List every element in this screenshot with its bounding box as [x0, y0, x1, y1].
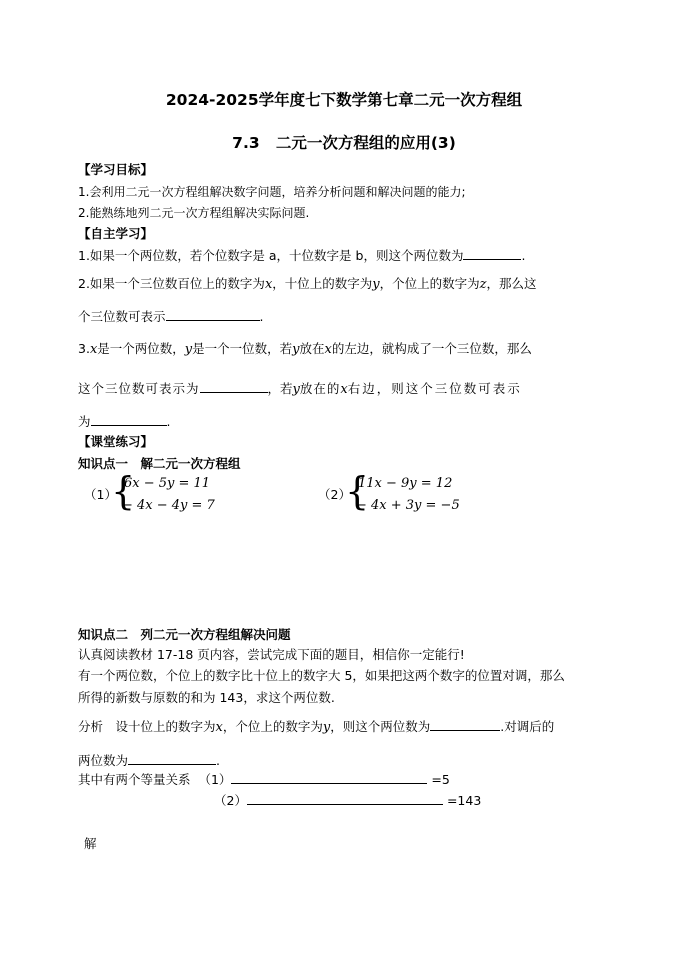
relation-2-label: （2） — [214, 793, 247, 808]
q3-line3-text: 为 — [78, 414, 91, 429]
relations-intro: 其中有两个等量关系 — [78, 772, 191, 787]
knowledge-point-1: 知识点一 解二元一次方程组 — [78, 456, 241, 471]
q3-var-y2: y — [292, 342, 300, 357]
analysis-text-c: ，则这个两位数为 — [330, 719, 431, 734]
analysis-answer-blank-1[interactable] — [430, 717, 500, 731]
self-study-q2-line2 — [78, 307, 264, 325]
analysis-line-1 — [78, 717, 554, 735]
system-1-eq-2: − 4x − 4y = 7 — [122, 498, 215, 513]
analysis-var-x: x — [215, 720, 223, 735]
analysis-line2-end: . — [216, 753, 220, 768]
relations-line-1 — [78, 770, 450, 788]
goals-heading: 【学习目标】 — [78, 162, 154, 177]
q2-var-y: y — [372, 277, 380, 292]
self-study-q2-line1 — [78, 274, 537, 292]
q2-text-a: 2.如果一个三位数百位上的数字为 — [78, 276, 265, 291]
q2-text-b: ，十位上的数字为 — [272, 276, 373, 291]
solution-label: 解 — [84, 836, 97, 851]
analysis-line-2 — [78, 751, 220, 769]
page-title: 2024-2025学年度七下数学第七章二元一次方程组 — [165, 91, 523, 109]
system-2-brace: { — [345, 469, 370, 513]
goal-item-2: 2.能熟练地列二元一次方程组解决实际问题. — [78, 206, 310, 220]
system-1-brace: { — [111, 469, 136, 513]
analysis-text-a: 分析 设十位上的数字为 — [78, 719, 216, 734]
analysis-answer-blank-2[interactable] — [128, 751, 216, 765]
q2-var-x: x — [264, 277, 273, 292]
q3-line2-text-d: 右边，则这个三位数可表示 — [347, 381, 522, 396]
page-subtitle — [0, 131, 688, 153]
q1-answer-blank[interactable] — [463, 246, 521, 260]
q3-line2-text-a: 这个三位数可表示为 — [78, 381, 200, 396]
relation-1-tail: =5 — [431, 772, 450, 787]
q3-line2-var-y: y — [292, 382, 300, 397]
q2-var-z: z — [479, 277, 487, 292]
q3-line2-var-x: x — [340, 382, 348, 397]
q3-line3-end: . — [166, 414, 171, 429]
problem-line-2: 所得的新数与原数的和为 143，求这个两位数. — [78, 690, 335, 705]
relations-line-2 — [214, 791, 481, 809]
q3-text-d: 放在 — [299, 341, 325, 356]
relation-2-tail: =143 — [446, 793, 482, 808]
q3-line2-text-c: 放在的 — [299, 381, 341, 396]
self-study-heading: 【自主学习】 — [78, 226, 154, 241]
q3-text-c: 是一个一位数，若 — [192, 341, 293, 356]
knowledge-point-2: 知识点二 列二元一次方程组解决问题 — [78, 627, 291, 642]
relation-1-blank[interactable] — [231, 770, 427, 784]
problem-line-1: 有一个两位数，个位上的数字比十位上的数字大 5，如果把这两个数字的位置对调，那么 — [78, 668, 565, 683]
self-study-q3-line2 — [78, 379, 522, 397]
subtitle-text: 二元一次方程组的应用(3) — [275, 134, 456, 152]
q2-text-d: ，那么这 — [486, 276, 537, 291]
q3-answer-blank-1[interactable] — [200, 379, 268, 393]
analysis-var-y: y — [322, 720, 331, 735]
self-study-q3-line1 — [78, 339, 532, 357]
system-2-eq-2: − 4x + 3y = −5 — [356, 498, 460, 513]
reading-instruction: 认真阅读教材 17-18 页内容，尝试完成下面的题目，相信你一定能行! — [78, 647, 465, 662]
self-study-q3-line3 — [78, 412, 171, 430]
system-1-eq-1: 6x − 5y = 11 — [124, 476, 211, 491]
relation-2-blank[interactable] — [247, 791, 443, 805]
analysis-text-b: ，个位上的数字为 — [222, 719, 323, 734]
q3-var-x: x — [89, 342, 98, 357]
q3-text-a: 3. — [78, 341, 90, 356]
analysis-line2-text: 两位数为 — [78, 753, 129, 768]
system-2-eq-1: 11x − 9y = 12 — [358, 476, 453, 491]
goal-item-1: 1.会利用二元一次方程组解决数字问题，培养分析问题和解决问题的能力; — [78, 185, 466, 199]
q1-end: . — [521, 248, 526, 263]
analysis-text-d: .对调后的 — [500, 719, 555, 734]
q2-line2-text: 个三位数可表示 — [78, 309, 166, 324]
relation-1-label: （1） — [198, 772, 232, 787]
q2-end: . — [259, 309, 264, 324]
self-study-q1 — [78, 246, 525, 264]
q1-text: 1.如果一个两位数，若个位数字是 a，十位数字是 b，则这个两位数为 — [78, 248, 464, 263]
system-2-label: （2） — [318, 487, 351, 502]
q2-answer-blank[interactable] — [166, 307, 260, 321]
q2-text-c: ，个位上的数字为 — [379, 276, 480, 291]
q3-answer-blank-2[interactable] — [91, 412, 167, 426]
q3-line2-text-b: ，若 — [267, 381, 293, 396]
subtitle-number: 7.3 — [232, 134, 260, 152]
practice-heading: 【课堂练习】 — [78, 434, 154, 449]
system-1-label: （1） — [84, 487, 117, 502]
q3-text-b: 是一个两位数， — [97, 341, 185, 356]
q3-var-x2: x — [324, 342, 332, 357]
q3-text-e: 的左边，就构成了一个三位数，那么 — [331, 341, 532, 356]
q3-var-y: y — [184, 342, 193, 357]
